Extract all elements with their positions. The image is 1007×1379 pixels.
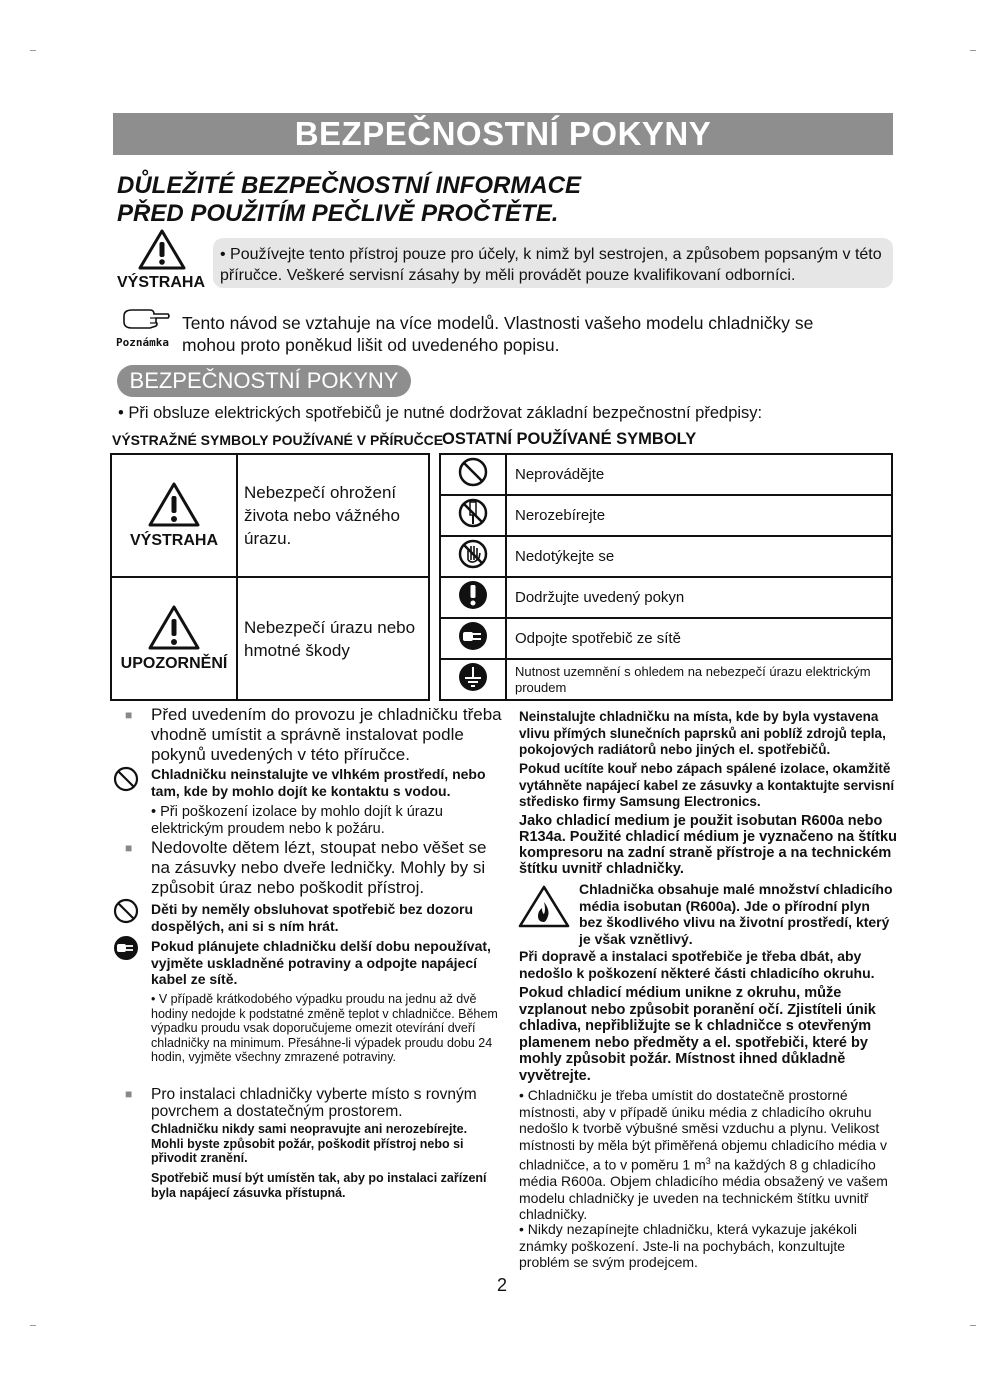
symbol-description: Odpojte spotřebič ze sítě [506,618,892,659]
pointing-hand-icon [120,306,172,334]
warning-text: • Používejte tento přístroj pouze pro účely, k nimž byl sestrojen, a způsobem popsaným v této příručce. Veškeré servisní zásahy by měli provádět pouze kvalifikovaní odborníci. [220,246,882,284]
paragraph: Při dopravě a instalaci spotřebiče je třeba dbát, aby nedošlo k poškození některé části chladicího okruhu. [519,948,875,981]
ground-icon [457,661,489,693]
paragraph: ■ Před uvedením do provozu je chladničku třeba vhodně umístit a správně instalovat podle pokynů uvedených v této příručce. [151,705,506,765]
other-symbols-table [439,453,893,701]
table-row [111,454,429,577]
paragraph: Pokud ucítíte kouř nebo zápach spálené izolace, okamžitě vytáhněte napájecí kabel ze zásuvky a kontaktujte servisní středisko firmy Samsung Electronics. [519,761,895,809]
caution-triangle-icon [148,604,200,650]
note-text: Tento návod se vztahuje na více modelů. Vlastnosti vašeho modelu chladničky se mohou proto poněkud lišit od uvedeného popisu. [182,313,814,355]
paragraph: ■ Nedovolte dětem lézt, stoupat nebo věšet se na zásuvky nebo dveře ledničky. Mohly by si způsobit úraz nebo poškodit přístroj. [151,838,509,898]
symbol-label: UPOZORNĚNÍ [120,655,228,672]
paragraph: Pokud chladicí médium unikne z okruhu, může vzplanout nebo způsobit poranění očí. Zjistíteli únik chladiva, nepřibližujte se k chladničce s otevřeným plamenem nebo předměty a el. spotřebiči, které by mohly způsobit požár. Místnost ihned důkladně vyvětrejte. [519,985,876,1084]
main-bullet: • Při obsluze elektrických spotřebičů je nutné dodržovat základní bezpečnostní předpisy: [118,404,763,422]
no-touch-icon [457,538,489,570]
right-table-heading: OSTATNÍ POUŽÍVANÉ SYMBOLY [442,430,697,448]
prohibition-icon [113,898,139,924]
symbol-description: Nebezpečí úrazu nebo hmotné škody [237,577,429,700]
table-row [111,577,429,700]
section-pill: BEZPEČNOSTNÍ POKYNY [117,365,411,397]
paragraph: Pokud plánujete chladničku delší dobu nepoužívat, vyjměte uskladněné potraviny a odpojte napájecí kabel ze sítě. [151,938,491,987]
note-label: Poznámka [116,336,169,349]
table-row [440,659,892,700]
crop-mark [970,50,976,51]
paragraph: • V případě krátkodobého výpadku proudu na jednu až dvě hodiny nedojde k podstatné změně teplot v chladničce. Během výpadku proudu vsak doporučujeme omezit otevírání dveří chladničky na minimum. Přesáhne-li výpadek proudu dobu 24 hodin, vyjměte všechny zmrazené potraviny. [151,992,498,1064]
paragraph: Chladničku neinstalujte ve vlhkém prostředí, nebo tam, kde by mohlo dojít ke kontaktu s vodou. [151,766,486,799]
warning-symbols-table [110,453,430,701]
no-disassembly-icon [457,497,489,529]
crop-mark [30,1325,36,1326]
left-table-heading: VÝSTRAŽNÉ SYMBOLY POUŽÍVANÉ V PŘÍRUČCE [112,432,444,448]
warning-triangle-icon [138,228,186,270]
prohibition-icon [457,456,489,488]
paragraph: Jako chladicí medium je použit isobutan R600a nebo R134a. Použité chladicí médium je vyznačeno na štítku kompresoru na zadní straně přístroje a na technickém štítku uvnitř chladničky. [519,813,897,877]
table-row [440,618,892,659]
symbol-description: Dodržujte uvedený pokyn [506,577,892,618]
paragraph: Chladnička obsahuje malé množství chladicího média isobutan (R600a). Jde o přírodní plyn bez škodlivého vlivu na životní prostředí, který je však vznětlivý. [579,881,893,947]
paragraph: • Chladničku je třeba umístit do dostatečně prostorné místnosti, aby v případě úniku média z chladicího okruhu nedošlo k tvorbě výbušné směsi vzduchu a plynu. Velikost místnosti by měla být přiměřená objemu chladicího média v chladničce, a to v poměru 1 $m^3$ na každých 8 g chladicího média R600a. Objem chladicího média obsažený ve vašem modelu chladničky je uveden na technickém štítku uvnitř chladničky. [519,1087,888,1223]
crop-mark [30,50,36,51]
table-row [440,495,892,536]
important-heading: DŮLEŽITÉ BEZPEČNOSTNÍ INFORMACE PŘED POUŽITÍM PEČLIVĚ PROČTĚTE. [117,172,582,227]
symbol-description: Neprovádějte [506,454,892,495]
paragraph: Neinstalujte chladničku na místa, kde by byla vystavena vlivu přímých slunečních paprsků ani poblíž zdrojů tepla, pokojových radiátorů nebo jiných el. spotřebičů. [519,709,886,757]
warning-label: VÝSTRAHA [117,274,206,291]
prohibition-icon [113,766,139,792]
table-row [440,577,892,618]
symbol-label: VÝSTRAHA [129,532,218,549]
symbol-description: Nedotýkejte se [506,536,892,577]
crop-mark [970,1325,976,1326]
paragraph: Spotřebič musí být umístěn tak, aby po instalaci zařízení byla napájecí zásuvka přístupná. [151,1171,487,1200]
paragraph: Chladničku nikdy sami neopravujte ani nerozebírejte. Mohli byste způsobit požár, poškodit přístroj nebo si přivodit zranění. [151,1122,468,1165]
unplug-icon [457,620,489,652]
paragraph: • Při poškození izolace by mohlo dojít k úrazu elektrickým proudem nebo k požáru. [151,804,443,837]
symbol-description: Nutnost uzemnění s ohledem na nebezpečí úrazu elektrickým proudem [506,659,892,700]
unplug-icon [113,935,139,961]
exclamation-icon [457,579,489,611]
table-row [440,536,892,577]
symbol-description: Nerozebírejte [506,495,892,536]
table-row [440,454,892,495]
symbol-description: Nebezpečí ohrožení života nebo vážného úrazu. [237,454,429,577]
page-title: BEZPEČNOSTNÍ POKYNY [113,113,893,155]
warning-triangle-icon [148,481,200,527]
flammable-warning-icon [518,884,570,928]
paragraph: • Nikdy nezapínejte chladničku, která vykazuje jakékoli známky poškození. Jste-li na pochybách, konzultujte problém se svým prodejcem. [519,1221,857,1270]
paragraph: ■ Pro instalaci chladničky vyberte místo s rovným povrchem a dostatečným prostorem. [151,1086,511,1120]
page-number: 2 [497,1275,508,1295]
paragraph: Děti by neměly obsluhovat spotřebič bez dozoru dospělých, ani si s ním hrát. [151,901,474,934]
